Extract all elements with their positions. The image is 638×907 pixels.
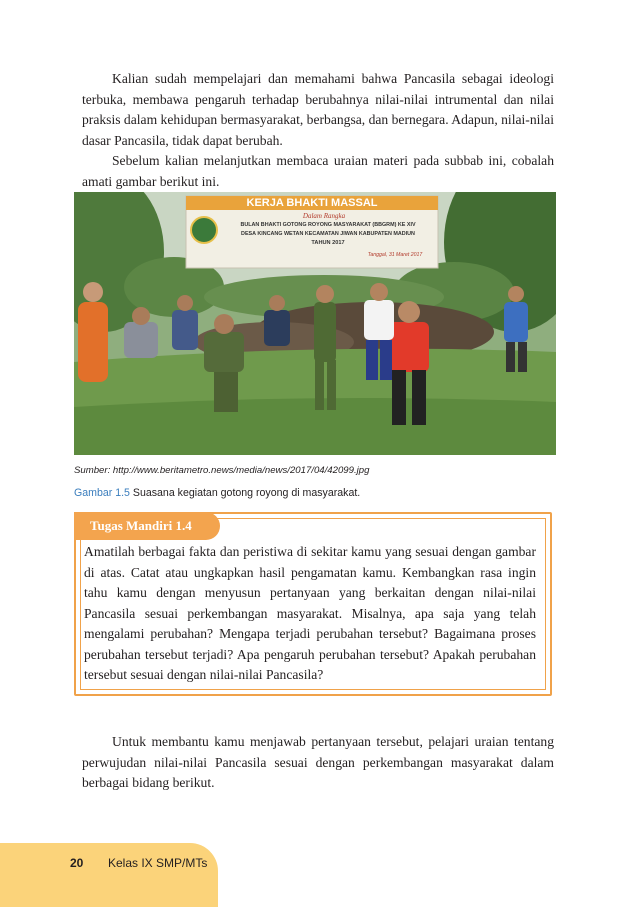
book-title: Kelas IX SMP/MTs	[108, 856, 208, 870]
intro-paragraph: Kalian sudah mempelajari dan memahami bahwa Pancasila sebagai ideologi terbuka, membawa pengaruh terhadap berubahnya nilai-nilai intrumental dan nilai praksis dalam kehidupan bermasyarakat, berbangsa, dan bernegara. Adapun, nilai-nilai dasar Pancasila, tidak dapat berubah.	[82, 71, 554, 148]
caption-number: Gambar 1.5	[74, 487, 130, 499]
task-title: Tugas Mandiri 1.4	[74, 512, 220, 540]
footer-band	[0, 843, 218, 907]
banner-date: Tanggal, 31 Maret 2017	[367, 252, 423, 258]
banner-line-1: BULAN BHAKTI GOTONG ROYONG MASYARAKAT (BBGRM) KE XIV	[240, 222, 416, 228]
figure-caption	[74, 487, 556, 499]
banner-line-3: TAHUN 2017	[311, 240, 345, 246]
closing-paragraph: Untuk membantu kamu menjawab pertanyaan tersebut, pelajari uraian tentang perwujudan nilai-nilai Pancasila sesuai dengan perkembangan masyarakat dalam berbagai bidang berikut.	[82, 734, 554, 790]
task-text: Amatilah berbagai fakta dan peristiwa di sekitar kamu yang sesuai dengan gambar di atas. Catat atau ungkapkan hasil pengamatan kamu. Kembangkan rasa ingin tahu kamu dengan menyusun pertanyaan yang berkaitan dengan nilai-nilai Pancasila sesuai perkembangan masyarakat. Misalnya, apa saja yang telah mengalami perubahan? Mengapa terjadi perubahan tersebut? Bagaimana proses perubahan tersebut terjadi? Apa pengaruh perubahan tersebut? Apakah perubahan tersebut sesuai dengan nilai-nilai Pancasila?	[84, 544, 536, 682]
banner-line-2: DESA KINCANG WETAN KECAMATAN JIWAN KABUPATEN MADIUN	[241, 231, 415, 237]
image-source: Sumber: http://www.beritametro.news/media/news/2017/04/42099.jpg	[74, 465, 370, 476]
banner-script: Dalam Rangka	[302, 212, 346, 220]
page-number: 20	[70, 856, 84, 870]
instruction-paragraph: Sebelum kalian melanjutkan membaca uraian materi pada subbab ini, cobalah amati gambar berikut ini.	[82, 153, 554, 189]
gotong-royong-photo	[74, 192, 556, 455]
banner-title: KERJA BHAKTI MASSAL	[246, 197, 378, 209]
caption-text: Suasana kegiatan gotong royong di masyarakat.	[129, 487, 361, 499]
